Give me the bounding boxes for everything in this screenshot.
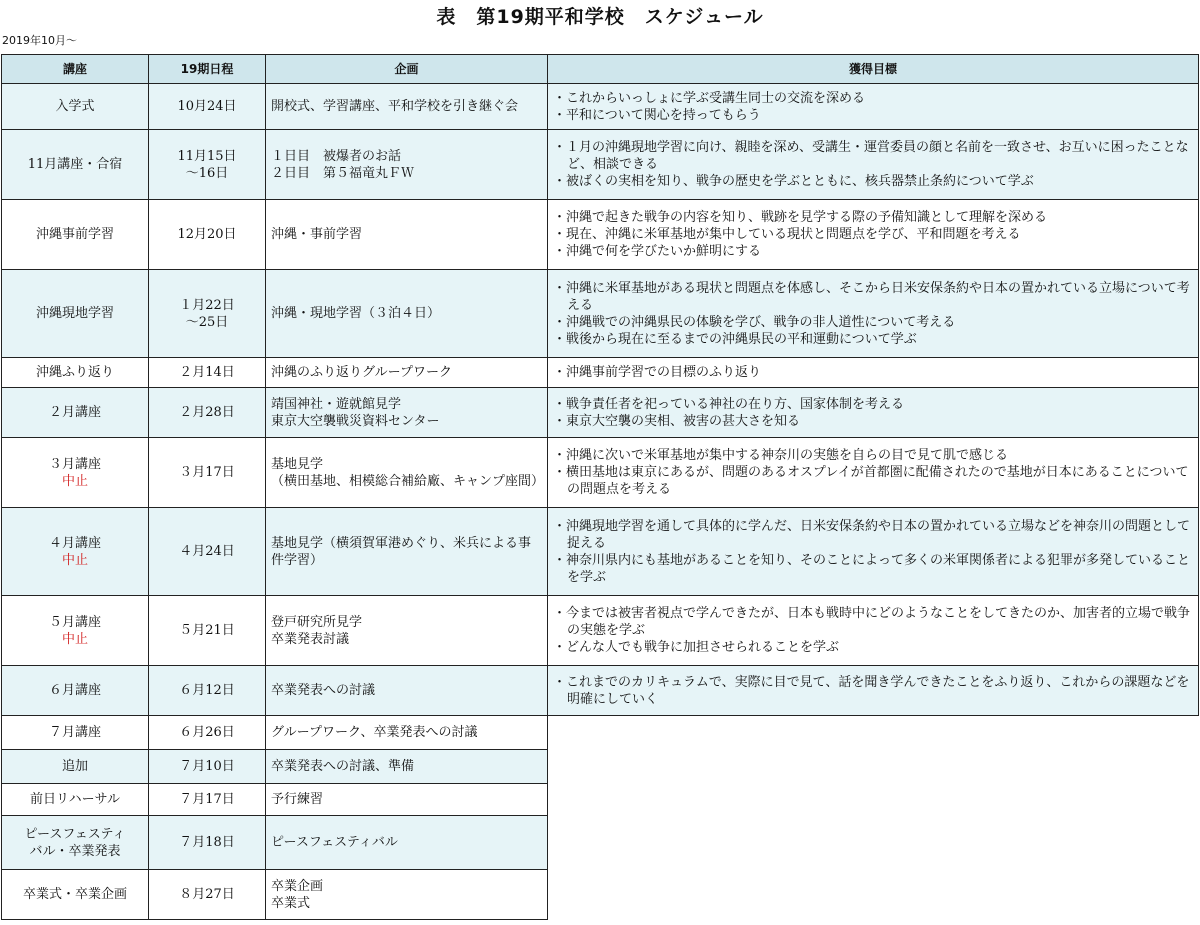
- empty-goals-cell: [548, 784, 1199, 816]
- plan-line: グループワーク、卒業発表への討議: [271, 725, 478, 740]
- date-label: 11月15日: [177, 148, 237, 164]
- date-label: ７月10日: [179, 759, 235, 774]
- plan-line: １日目 被爆者のお話: [271, 148, 402, 164]
- plan-cell: [266, 596, 548, 666]
- goal-item: ・沖縄に米軍基地がある現状と問題点を体感し、そこから日米安保条約や日本の置かれている立場について考える: [553, 280, 1190, 313]
- goal-item: ・被ばくの実相を知り、戦争の歴史を学ぶとともに、核兵器禁止条約について学ぶ: [553, 174, 1034, 189]
- date-cell: [149, 438, 266, 508]
- header-course: 講座: [2, 55, 149, 84]
- goals-cell: [548, 270, 1199, 358]
- date-cell: [149, 870, 266, 920]
- date-label: ～16日: [185, 165, 229, 181]
- empty-goals-cell: [548, 750, 1199, 784]
- course-cell: [2, 666, 149, 716]
- plan-cell: [266, 784, 548, 816]
- plan-cell: [266, 750, 548, 784]
- date-cell: [149, 508, 266, 596]
- schedule-body: [2, 84, 1199, 920]
- goals-cell: [548, 358, 1199, 388]
- table-row: [2, 84, 1199, 130]
- goal-item: ・沖縄で何を学びたいか鮮明にする: [553, 244, 762, 259]
- goals-cell: [548, 388, 1199, 438]
- goals-cell: [548, 438, 1199, 508]
- goals-cell: [548, 596, 1199, 666]
- goals-cell: [548, 130, 1199, 200]
- table-row: [2, 666, 1199, 716]
- date-cell: [149, 596, 266, 666]
- course-cell: [2, 870, 149, 920]
- date-cell: [149, 130, 266, 200]
- date-cell: [149, 200, 266, 270]
- course-cell: [2, 84, 149, 130]
- course-cell: [2, 200, 149, 270]
- course-label: バル・卒業発表: [29, 843, 121, 859]
- table-row: [2, 200, 1199, 270]
- plan-cell: [266, 130, 548, 200]
- goal-item: ・横田基地は東京にあるが、問題のあるオスプレイが首都圏に配備されたので基地が日本にあることについての問題点を考える: [553, 465, 1189, 497]
- date-range-note: 2019年10月～: [2, 34, 77, 47]
- header-plan: 企画: [266, 55, 548, 84]
- course-label: 11月講座・合宿: [27, 157, 123, 172]
- plan-cell: [266, 84, 548, 130]
- cancelled-label: 中止: [61, 631, 88, 647]
- date-label: ２月14日: [179, 365, 235, 380]
- empty-goals-cell: [548, 716, 1199, 750]
- plan-line: 沖縄・事前学習: [271, 227, 363, 242]
- course-cell: [2, 270, 149, 358]
- date-label: ６月12日: [179, 683, 235, 698]
- goal-item: ・戦後から現在に至るまでの沖縄県民の平和運動について学ぶ: [553, 331, 917, 347]
- date-label: １月22日: [179, 297, 235, 313]
- table-header-row: [2, 55, 1199, 84]
- course-cell: [2, 816, 149, 870]
- header-date: 19期日程: [149, 55, 266, 84]
- goals-cell: [548, 200, 1199, 270]
- goal-item: ・東京大空襲の実相、被害の甚大さを知る: [553, 413, 801, 429]
- table-row: [2, 130, 1199, 200]
- course-label: ピースフェスティ: [24, 826, 126, 842]
- date-label: ８月27日: [179, 887, 235, 902]
- table-row: [2, 358, 1199, 388]
- schedule-table: [1, 54, 1199, 920]
- goal-item: ・戦争責任者を祀っている神社の在り方、国家体制を考える: [553, 396, 905, 412]
- plan-cell: [266, 270, 548, 358]
- plan-line: （横田基地、相模総合補給廠、キャンプ座間）: [271, 473, 545, 489]
- table-row: [2, 596, 1199, 666]
- date-cell: [149, 666, 266, 716]
- date-cell: [149, 388, 266, 438]
- date-label: ７月17日: [179, 792, 235, 807]
- plan-line: 登戸研究所見学: [271, 614, 363, 630]
- goal-item: ・これからいっしょに学ぶ受講生同士の交流を深める: [553, 90, 866, 106]
- goal-item: ・沖縄に次いで米軍基地が集中する神奈川の実態を自らの目で見て肌で感じる: [553, 448, 1009, 463]
- course-label: ６月講座: [48, 683, 101, 698]
- goal-item: ・１月の沖縄現地学習に向け、親睦を深め、受講生・運営委員の顔と名前を一致させ、お互いに困ったことなど、相談できる: [553, 140, 1189, 172]
- plan-cell: [266, 508, 548, 596]
- header-goals: 獲得目標: [548, 55, 1199, 84]
- plan-line: 沖縄のふり返りグループワーク: [271, 365, 452, 380]
- table-row: [2, 508, 1199, 596]
- plan-line: 卒業式: [271, 895, 311, 911]
- plan-cell: [266, 816, 548, 870]
- date-cell: [149, 358, 266, 388]
- goal-item: ・平和について関心を持ってもらう: [553, 107, 761, 123]
- document-title: 表 第19期平和学校 スケジュール: [436, 6, 764, 28]
- table-row: [2, 438, 1199, 508]
- course-label: 沖縄ふり返り: [35, 365, 114, 380]
- goal-item: ・沖縄事前学習での目標のふり返り: [553, 365, 762, 380]
- plan-cell: [266, 388, 548, 438]
- course-label: ４月講座: [48, 535, 101, 551]
- date-cell: [149, 816, 266, 870]
- table-row: [2, 270, 1199, 358]
- plan-cell: [266, 358, 548, 388]
- date-cell: [149, 784, 266, 816]
- course-cell: [2, 130, 149, 200]
- plan-line: 卒業発表への討議: [271, 683, 376, 698]
- goals-cell: [548, 84, 1199, 130]
- course-cell: [2, 438, 149, 508]
- course-label: ７月講座: [48, 725, 101, 740]
- date-label: ～25日: [185, 314, 229, 330]
- goal-item: ・現在、沖縄に米軍基地が集中している現状と問題点を学び、平和問題を考える: [553, 227, 1021, 242]
- goal-item: ・沖縄戦での沖縄県民の体験を学び、戦争の非人道性について考える: [553, 314, 956, 330]
- date-label: 12月20日: [177, 227, 237, 242]
- course-cell: [2, 388, 149, 438]
- table-row: [2, 784, 1199, 816]
- date-label: ６月26日: [179, 725, 235, 740]
- table-row: [2, 870, 1199, 920]
- course-label: 卒業式・卒業企画: [22, 887, 127, 902]
- date-label: ４月24日: [179, 544, 235, 559]
- date-label: ５月21日: [179, 623, 235, 638]
- course-label: ５月講座: [48, 614, 101, 630]
- plan-line: 靖国神社・遊就館見学: [271, 396, 402, 412]
- plan-cell: [266, 666, 548, 716]
- plan-line: 卒業発表討議: [271, 631, 350, 647]
- course-label: 入学式: [55, 99, 95, 114]
- date-label: ２月28日: [179, 405, 235, 420]
- course-cell: [2, 596, 149, 666]
- goal-item: ・沖縄で起きた戦争の内容を知り、戦跡を見学する際の予備知識として理解を深める: [553, 210, 1048, 225]
- table-row: [2, 816, 1199, 870]
- date-cell: [149, 716, 266, 750]
- plan-cell: [266, 438, 548, 508]
- course-cell: [2, 716, 149, 750]
- course-cell: [2, 358, 149, 388]
- date-label: ３月17日: [179, 465, 235, 480]
- plan-line: 基地見学: [271, 456, 324, 472]
- plan-line: 開校式、学習講座、平和学校を引き継ぐ会: [271, 99, 519, 114]
- cancelled-label: 中止: [61, 473, 88, 489]
- empty-goals-cell: [548, 816, 1199, 870]
- goals-cell: [548, 666, 1199, 716]
- plan-line: 東京大空襲戦災資料センター: [271, 413, 440, 429]
- plan-cell: [266, 716, 548, 750]
- course-label: 前日リハーサル: [30, 792, 120, 807]
- empty-goals-cell: [548, 870, 1199, 920]
- table-row: [2, 388, 1199, 438]
- plan-line: ピースフェスティバル: [271, 835, 398, 850]
- goal-item: ・これまでのカリキュラムで、実際に目で見て、話を聞き学んできたことをふり返り、これからの課題などを明確にしていく: [553, 674, 1190, 707]
- goals-cell: [548, 508, 1199, 596]
- plan-line: ２日目 第５福竜丸ＦＷ: [271, 165, 415, 181]
- course-label: ３月講座: [48, 456, 101, 472]
- goal-item: ・今までは被害者視点で学んできたが、日本も戦時中にどのようなことをしてきたのか、加害者的立場で戦争の実態を学ぶ: [553, 606, 1191, 638]
- date-cell: [149, 270, 266, 358]
- course-cell: [2, 784, 149, 816]
- goal-item: ・どんな人でも戦争に加担させられることを学ぶ: [553, 640, 840, 655]
- plan-cell: [266, 870, 548, 920]
- course-label: 沖縄事前学習: [35, 227, 114, 242]
- date-label: 10月24日: [177, 99, 237, 114]
- goal-item: ・沖縄現地学習を通して具体的に学んだ、日米安保条約や日本の置かれている立場などを神奈川の問題として捉える: [553, 518, 1191, 551]
- plan-line: 沖縄・現地学習（３泊４日）: [271, 306, 441, 321]
- plan-line: 卒業企画: [271, 878, 324, 894]
- table-row: [2, 750, 1199, 784]
- table-row: [2, 716, 1199, 750]
- date-cell: [149, 750, 266, 784]
- plan-line: 卒業発表への討議、準備: [271, 759, 415, 774]
- course-label: 沖縄現地学習: [35, 306, 114, 321]
- cancelled-label: 中止: [61, 552, 88, 568]
- goal-item: ・神奈川県内にも基地があることを知り、そのことによって多くの米軍関係者による犯罪が多発していることを学ぶ: [553, 552, 1191, 585]
- course-cell: [2, 508, 149, 596]
- date-cell: [149, 84, 266, 130]
- date-label: ７月18日: [179, 835, 235, 850]
- course-label: 追加: [61, 759, 88, 774]
- plan-line: 予行練習: [271, 792, 324, 807]
- plan-cell: [266, 200, 548, 270]
- course-cell: [2, 750, 149, 784]
- course-label: ２月講座: [48, 405, 101, 420]
- plan-line: 基地見学（横須賀軍港めぐり、米兵による事件学習）: [271, 535, 532, 568]
